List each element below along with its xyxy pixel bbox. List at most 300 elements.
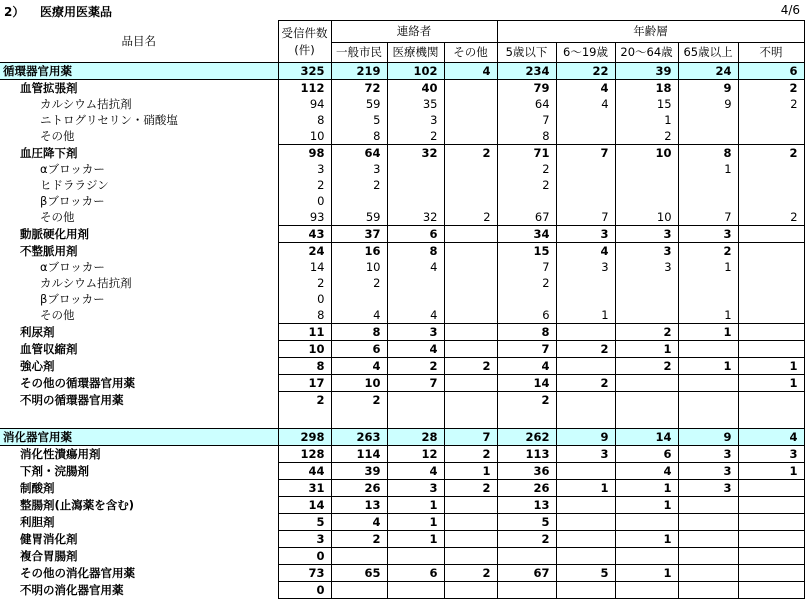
value-cell: [556, 161, 615, 177]
value-cell: [497, 193, 556, 209]
value-cell: [387, 275, 444, 291]
value-cell: [738, 324, 804, 341]
detail-row: [0, 259, 804, 275]
value-cell: 3: [387, 324, 444, 341]
received-label: 受信件数: [281, 25, 328, 40]
row-label: その他の消化器官用薬: [20, 565, 135, 580]
subcategory-row: [0, 581, 804, 598]
value-cell: [444, 496, 497, 513]
value-cell: [387, 193, 444, 209]
value-cell: 18: [615, 80, 678, 97]
value-cell: 37: [331, 226, 387, 243]
value-cell: 40: [387, 80, 444, 97]
value-cell: 4: [387, 259, 444, 275]
value-cell: 12: [387, 445, 444, 462]
value-cell: [444, 392, 497, 409]
value-cell: 59: [331, 209, 387, 226]
subcategory-row: [0, 445, 804, 462]
value-cell: 2: [387, 128, 444, 145]
row-label: 消化器官用薬: [0, 428, 278, 445]
row-label: βブロッカー: [40, 194, 105, 208]
value-cell: 3: [678, 226, 738, 243]
value-cell: 14: [615, 428, 678, 445]
value-cell: 1: [738, 375, 804, 392]
row-label: 不明の循環器官用薬: [20, 392, 124, 407]
value-cell: 15: [497, 243, 556, 260]
row-label: 下剤・浣腸剤: [20, 463, 89, 478]
value-cell: [738, 530, 804, 547]
detail-row: [0, 96, 804, 112]
value-cell: 325: [278, 63, 331, 80]
spacer-cell: [0, 408, 278, 428]
item-header: 品目名: [0, 21, 278, 63]
value-cell: [387, 177, 444, 193]
value-cell: [444, 193, 497, 209]
value-cell: 2: [497, 177, 556, 193]
table-body: [0, 63, 804, 599]
value-cell: [444, 128, 497, 145]
row-label: βブロッカー: [40, 292, 105, 306]
value-cell: [556, 530, 615, 547]
detail-row: [0, 128, 804, 145]
value-cell: 7: [497, 259, 556, 275]
value-cell: 3: [615, 226, 678, 243]
value-cell: 2: [738, 209, 804, 226]
value-cell: [497, 291, 556, 307]
value-cell: 10: [615, 145, 678, 162]
value-cell: 26: [497, 479, 556, 496]
value-cell: 14: [278, 496, 331, 513]
row-label: 不整脈用剤: [20, 243, 78, 258]
value-cell: 8: [331, 324, 387, 341]
value-cell: [615, 177, 678, 193]
value-cell: [615, 307, 678, 324]
value-cell: [678, 530, 738, 547]
detail-row: [0, 307, 804, 324]
value-cell: 24: [278, 243, 331, 260]
value-cell: 6: [615, 445, 678, 462]
value-cell: [738, 291, 804, 307]
value-cell: 2: [738, 145, 804, 162]
value-cell: 1: [615, 530, 678, 547]
contact-header-other: その他: [444, 43, 497, 63]
value-cell: 6: [387, 226, 444, 243]
value-cell: 13: [331, 496, 387, 513]
page-number: 4/6: [780, 3, 800, 17]
row-label: その他の循環器官用薬: [20, 376, 135, 390]
value-cell: 3: [556, 226, 615, 243]
row-label: カルシウム拮抗剤: [40, 97, 132, 111]
value-cell: 1: [444, 462, 497, 479]
value-cell: 3: [738, 445, 804, 462]
value-cell: 9: [678, 80, 738, 97]
value-cell: [444, 513, 497, 530]
value-cell: [556, 392, 615, 409]
value-cell: 112: [278, 80, 331, 97]
value-cell: 2: [678, 243, 738, 260]
section-number: 2）: [4, 5, 25, 19]
value-cell: [678, 496, 738, 513]
value-cell: 5: [497, 513, 556, 530]
value-cell: 2: [497, 392, 556, 409]
category-row: [0, 63, 804, 80]
value-cell: [738, 392, 804, 409]
value-cell: [615, 392, 678, 409]
value-cell: [387, 547, 444, 564]
value-cell: 16: [331, 243, 387, 260]
value-cell: 8: [678, 145, 738, 162]
value-cell: 7: [497, 112, 556, 128]
value-cell: 24: [678, 63, 738, 80]
value-cell: 2: [497, 161, 556, 177]
value-cell: [331, 291, 387, 307]
value-cell: [556, 358, 615, 375]
value-cell: 5: [556, 564, 615, 581]
subcategory-row: [0, 392, 804, 409]
value-cell: [738, 193, 804, 209]
row-label: 整腸剤(止瀉薬を含む): [20, 497, 135, 512]
value-cell: [444, 226, 497, 243]
row-label: αブロッカー: [40, 260, 105, 274]
value-cell: 4: [331, 358, 387, 375]
value-cell: [738, 547, 804, 564]
row-label: 消化性潰瘍用剤: [20, 446, 101, 461]
value-cell: 93: [278, 209, 331, 226]
value-cell: [556, 112, 615, 128]
value-cell: 0: [278, 291, 331, 307]
value-cell: [387, 392, 444, 409]
value-cell: [444, 581, 497, 598]
value-cell: 94: [278, 96, 331, 112]
value-cell: 3: [678, 462, 738, 479]
value-cell: [556, 193, 615, 209]
value-cell: [556, 324, 615, 341]
value-cell: 71: [497, 145, 556, 162]
value-cell: 3: [678, 445, 738, 462]
value-cell: 1: [387, 496, 444, 513]
subcategory-row: [0, 496, 804, 513]
value-cell: [678, 341, 738, 358]
value-cell: 3: [615, 259, 678, 275]
value-cell: [444, 307, 497, 324]
row-label: 血管収縮剤: [20, 342, 78, 356]
value-cell: [444, 243, 497, 260]
value-cell: [615, 547, 678, 564]
value-cell: 2: [387, 358, 444, 375]
value-cell: 3: [678, 479, 738, 496]
value-cell: [387, 291, 444, 307]
value-cell: [556, 177, 615, 193]
subcategory-row: [0, 324, 804, 341]
detail-row: [0, 193, 804, 209]
value-cell: [678, 112, 738, 128]
value-cell: [444, 259, 497, 275]
value-cell: 72: [331, 80, 387, 97]
value-cell: 0: [278, 193, 331, 209]
row-label: 複合胃腸剤: [20, 548, 78, 563]
value-cell: 43: [278, 226, 331, 243]
spacer-cell: [331, 408, 387, 428]
value-cell: [678, 177, 738, 193]
category-row: [0, 428, 804, 445]
subcategory-row: [0, 513, 804, 530]
value-cell: [444, 375, 497, 392]
value-cell: [444, 112, 497, 128]
age-header-20-64: 20～64歳: [615, 43, 678, 63]
value-cell: 1: [387, 530, 444, 547]
age-header-6-19: 6～19歳: [556, 43, 615, 63]
value-cell: 7: [444, 428, 497, 445]
value-cell: [556, 128, 615, 145]
subcategory-row: [0, 80, 804, 97]
value-cell: [678, 513, 738, 530]
row-label: 不明の消化器官用薬: [20, 582, 124, 597]
value-cell: 14: [278, 259, 331, 275]
value-cell: 32: [387, 145, 444, 162]
value-cell: 2: [278, 275, 331, 291]
value-cell: 219: [331, 63, 387, 80]
value-cell: [331, 581, 387, 598]
value-cell: [678, 291, 738, 307]
value-cell: 4: [497, 358, 556, 375]
value-cell: 64: [331, 145, 387, 162]
value-cell: 2: [738, 96, 804, 112]
value-cell: 4: [331, 307, 387, 324]
value-cell: 36: [497, 462, 556, 479]
subcategory-row: [0, 145, 804, 162]
value-cell: 9: [556, 428, 615, 445]
value-cell: 2: [615, 128, 678, 145]
value-cell: 1: [678, 259, 738, 275]
value-cell: [738, 513, 804, 530]
value-cell: 5: [278, 513, 331, 530]
value-cell: [615, 513, 678, 530]
received-header: [278, 21, 331, 63]
value-cell: 2: [444, 564, 497, 581]
contact-group-header: 連絡者: [331, 21, 497, 43]
value-cell: 298: [278, 428, 331, 445]
spacer-cell: [278, 408, 331, 428]
row-label: 強心剤: [20, 359, 55, 373]
value-cell: [556, 547, 615, 564]
value-cell: 8: [278, 112, 331, 128]
value-cell: 1: [615, 479, 678, 496]
subcategory-row: [0, 479, 804, 496]
value-cell: 67: [497, 564, 556, 581]
value-cell: 7: [556, 145, 615, 162]
section-title: 医療用医薬品: [40, 5, 113, 19]
value-cell: [738, 496, 804, 513]
subcategory-row: [0, 530, 804, 547]
value-cell: 59: [331, 96, 387, 112]
value-cell: 2: [331, 275, 387, 291]
value-cell: 1: [615, 112, 678, 128]
value-cell: [444, 80, 497, 97]
value-cell: 10: [331, 259, 387, 275]
value-cell: 98: [278, 145, 331, 162]
detail-row: [0, 112, 804, 128]
value-cell: 79: [497, 80, 556, 97]
value-cell: [738, 341, 804, 358]
value-cell: 7: [387, 375, 444, 392]
value-cell: 3: [556, 445, 615, 462]
value-cell: 1: [387, 513, 444, 530]
value-cell: 2: [615, 358, 678, 375]
value-cell: 64: [497, 96, 556, 112]
value-cell: 39: [615, 63, 678, 80]
value-cell: [738, 307, 804, 324]
row-label: カルシウム拮抗剤: [40, 276, 132, 290]
value-cell: 1: [678, 307, 738, 324]
value-cell: 17: [278, 375, 331, 392]
row-label: ニトログリセリン・硝酸塩: [40, 113, 178, 127]
value-cell: [678, 275, 738, 291]
value-cell: [444, 341, 497, 358]
value-cell: 13: [497, 496, 556, 513]
value-cell: 4: [556, 80, 615, 97]
value-cell: 8: [497, 128, 556, 145]
value-cell: [444, 177, 497, 193]
subcategory-row: [0, 226, 804, 243]
spacer-row: [0, 408, 804, 428]
value-cell: 2: [556, 375, 615, 392]
value-cell: 0: [278, 547, 331, 564]
row-label: 健胃消化剤: [20, 531, 78, 546]
value-cell: 39: [331, 462, 387, 479]
value-cell: 2: [331, 530, 387, 547]
value-cell: 0: [278, 581, 331, 598]
value-cell: [615, 581, 678, 598]
subcategory-row: [0, 375, 804, 392]
value-cell: 22: [556, 63, 615, 80]
value-cell: [678, 392, 738, 409]
value-cell: 34: [497, 226, 556, 243]
value-cell: 128: [278, 445, 331, 462]
row-label: 循環器官用薬: [0, 63, 278, 80]
value-cell: [331, 547, 387, 564]
value-cell: 67: [497, 209, 556, 226]
spacer-cell: [497, 408, 556, 428]
spacer-cell: [387, 408, 444, 428]
detail-row: [0, 161, 804, 177]
value-cell: [738, 479, 804, 496]
value-cell: 1: [615, 341, 678, 358]
value-cell: 1: [678, 324, 738, 341]
age-group-header: 年齢層: [497, 21, 804, 43]
value-cell: 32: [387, 209, 444, 226]
value-cell: 44: [278, 462, 331, 479]
value-cell: [556, 496, 615, 513]
value-cell: 1: [556, 307, 615, 324]
value-cell: [615, 161, 678, 177]
value-cell: 8: [331, 128, 387, 145]
value-cell: 10: [331, 375, 387, 392]
value-cell: 2: [497, 275, 556, 291]
value-cell: 4: [387, 307, 444, 324]
value-cell: 4: [615, 462, 678, 479]
value-cell: [738, 161, 804, 177]
value-cell: 2: [331, 177, 387, 193]
value-cell: [497, 581, 556, 598]
value-cell: [615, 291, 678, 307]
value-cell: 4: [556, 96, 615, 112]
row-label: 利胆剤: [20, 514, 55, 529]
value-cell: [556, 291, 615, 307]
value-cell: 6: [387, 564, 444, 581]
value-cell: [444, 530, 497, 547]
value-cell: 65: [331, 564, 387, 581]
value-cell: 262: [497, 428, 556, 445]
value-cell: 263: [331, 428, 387, 445]
detail-row: [0, 291, 804, 307]
value-cell: 4: [738, 428, 804, 445]
value-cell: 11: [278, 324, 331, 341]
value-cell: 1: [615, 564, 678, 581]
value-cell: [615, 275, 678, 291]
value-cell: 8: [278, 307, 331, 324]
value-cell: 8: [497, 324, 556, 341]
value-cell: [444, 96, 497, 112]
value-cell: 114: [331, 445, 387, 462]
value-cell: 102: [387, 63, 444, 80]
value-cell: [678, 128, 738, 145]
contact-header-medical: 医療機関: [387, 43, 444, 63]
contact-header-public: 一般市民: [331, 43, 387, 63]
value-cell: [678, 564, 738, 581]
value-cell: [738, 243, 804, 260]
age-header-65plus: 65歳以上: [678, 43, 738, 63]
value-cell: [615, 375, 678, 392]
value-cell: [678, 581, 738, 598]
value-cell: 5: [331, 112, 387, 128]
spacer-cell: [556, 408, 615, 428]
value-cell: 2: [444, 479, 497, 496]
value-cell: 31: [278, 479, 331, 496]
detail-row: [0, 209, 804, 226]
age-header-unknown: 不明: [738, 43, 804, 63]
spacer-cell: [738, 408, 804, 428]
row-label: 血圧降下剤: [20, 145, 78, 160]
value-cell: 2: [278, 177, 331, 193]
value-cell: [738, 564, 804, 581]
value-cell: [738, 226, 804, 243]
value-cell: 2: [444, 145, 497, 162]
value-cell: 6: [738, 63, 804, 80]
value-cell: 2: [444, 209, 497, 226]
row-label: ヒドララジン: [40, 178, 109, 192]
value-cell: [678, 193, 738, 209]
value-cell: 73: [278, 564, 331, 581]
value-cell: [738, 112, 804, 128]
value-cell: [444, 275, 497, 291]
value-cell: 15: [615, 96, 678, 112]
report-table: [0, 20, 805, 599]
detail-row: [0, 177, 804, 193]
value-cell: 7: [497, 341, 556, 358]
value-cell: [738, 177, 804, 193]
value-cell: 3: [278, 161, 331, 177]
value-cell: 3: [615, 243, 678, 260]
subcategory-row: [0, 341, 804, 358]
value-cell: 3: [331, 161, 387, 177]
value-cell: 10: [278, 341, 331, 358]
value-cell: 6: [497, 307, 556, 324]
value-cell: [738, 128, 804, 145]
value-cell: 7: [678, 209, 738, 226]
value-cell: 35: [387, 96, 444, 112]
value-cell: 26: [331, 479, 387, 496]
subcategory-row: [0, 547, 804, 564]
